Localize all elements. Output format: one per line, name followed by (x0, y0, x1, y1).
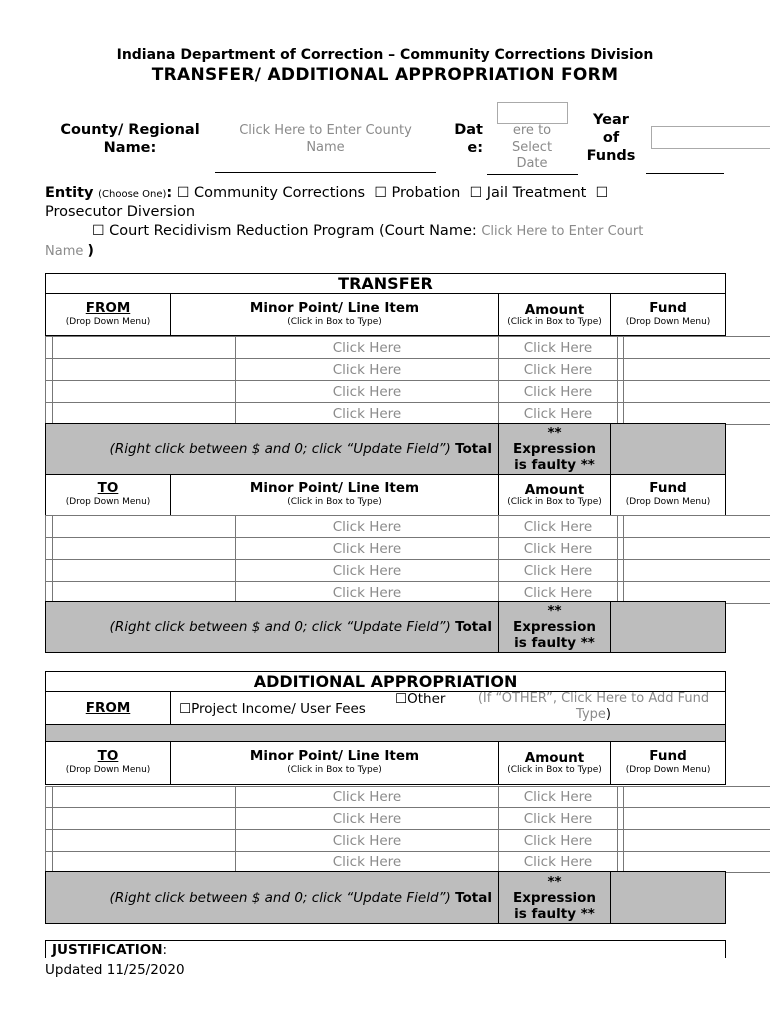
to-select[interactable] (53, 830, 236, 852)
amount-input[interactable]: Click Here (499, 337, 618, 359)
court-name-continued: Name ) (45, 243, 94, 259)
fund-select[interactable] (624, 787, 770, 808)
justification-label: JUSTIFICATION: (52, 942, 168, 958)
additional-title: ADDITIONAL APPROPRIATION (46, 672, 726, 692)
amount-input[interactable]: Click Here (499, 403, 618, 425)
additional-to-header[interactable]: TO (Drop Down Menu) (46, 742, 171, 785)
transfer-to-rows (45, 515, 770, 604)
minor-point-header: Minor Point/ Line Item (Click in Box to Type) (171, 475, 499, 516)
entity-court-row: ☐ Court Recidivism Reduction Program (Court Name: Click Here to Enter Court (92, 223, 644, 239)
entity-row: Entity (Choose One): ☐ Community Corrections ☐ Probation ☐ Jail Treatment ☐ (45, 185, 609, 201)
checkbox-community-corrections[interactable]: ☐ (176, 185, 190, 201)
date-underline (487, 174, 578, 175)
minor-input[interactable]: Click Here (236, 808, 499, 830)
fund-select[interactable] (624, 516, 770, 538)
minor-input[interactable]: Click Here (236, 381, 499, 403)
to-select[interactable] (53, 560, 236, 582)
amount-input[interactable]: Click Here (499, 830, 618, 852)
fund-select[interactable] (624, 560, 770, 582)
year-of-funds-label: Year of Funds (586, 112, 636, 164)
table-row (46, 403, 770, 425)
from-column-header[interactable]: FROM (Drop Down Menu) (46, 294, 171, 336)
total-field[interactable]: ** Expression is faulty ** (499, 872, 611, 924)
minor-point-header: Minor Point/ Line Item (Click in Box to Type) (171, 294, 499, 336)
court-name-input[interactable]: Click Here to Enter Court (481, 224, 644, 239)
entity-prosecutor-diversion-label: Prosecutor Diversion (45, 204, 196, 220)
amount-input[interactable]: Click Here (499, 516, 618, 538)
date-input[interactable]: ere to Select Date (511, 123, 553, 171)
fund-header[interactable]: Fund (Drop Down Menu) (611, 742, 726, 785)
date-label: Dat e: (454, 122, 483, 156)
from-select[interactable] (53, 403, 236, 425)
to-select[interactable] (53, 808, 236, 830)
project-income-option[interactable]: ☐Project Income/ User Fees (179, 701, 366, 717)
from-select[interactable] (53, 337, 236, 359)
fund-select[interactable] (624, 381, 770, 403)
to-column-header[interactable]: TO (Drop Down Menu) (46, 475, 171, 516)
minor-input[interactable]: Click Here (236, 538, 499, 560)
fund-select[interactable] (624, 852, 770, 873)
transfer-from-total: (Right click between $ and 0; click “Update Field”) Total ** Expression is faulty ** (45, 423, 726, 475)
fund-header[interactable]: Fund (Drop Down Menu) (611, 294, 726, 336)
checkbox-prosecutor-diversion[interactable]: ☐ (595, 185, 609, 201)
year-input[interactable] (651, 126, 770, 149)
minor-input[interactable]: Click Here (236, 337, 499, 359)
amount-input[interactable]: Click Here (499, 582, 618, 604)
minor-input[interactable]: Click Here (236, 582, 499, 604)
amount-header: Amount (Click in Box to Type) (499, 475, 611, 516)
minor-input[interactable]: Click Here (236, 516, 499, 538)
transfer-from-rows (45, 336, 770, 425)
minor-input[interactable]: Click Here (236, 560, 499, 582)
table-row (46, 830, 770, 852)
transfer-table (45, 273, 726, 336)
checkbox-probation[interactable]: ☐ (374, 185, 387, 201)
from-select[interactable] (53, 359, 236, 381)
other-fund-input[interactable]: (If “OTHER”, Click Here to Add Fund Type) (477, 691, 710, 722)
amount-input[interactable]: Click Here (499, 538, 618, 560)
fund-select[interactable] (624, 403, 770, 425)
table-row (46, 381, 770, 403)
fund-select[interactable] (624, 359, 770, 381)
amount-input[interactable]: Click Here (499, 560, 618, 582)
county-input[interactable]: Click Here to Enter County Name (239, 123, 412, 155)
amount-input[interactable]: Click Here (499, 381, 618, 403)
amount-input[interactable]: Click Here (499, 808, 618, 830)
transfer-to-total: (Right click between $ and 0; click “Update Field”) Total ** Expression is faulty ** (45, 601, 726, 653)
total-field[interactable]: ** Expression is faulty ** (499, 602, 611, 653)
from-select[interactable] (53, 381, 236, 403)
fund-select[interactable] (624, 337, 770, 359)
to-select[interactable] (53, 852, 236, 873)
table-row (46, 808, 770, 830)
date-box[interactable] (497, 102, 568, 124)
total-field[interactable]: ** Expression is faulty ** (499, 424, 611, 475)
table-row (46, 516, 770, 538)
amount-input[interactable]: Click Here (499, 852, 618, 873)
updated-date: Updated 11/25/2020 (45, 962, 185, 978)
year-underline (646, 173, 724, 174)
minor-point-header: Minor Point/ Line Item (Click in Box to Type) (171, 742, 499, 785)
amount-header: Amount (Click in Box to Type) (499, 294, 611, 336)
minor-input[interactable]: Click Here (236, 830, 499, 852)
minor-input[interactable]: Click Here (236, 403, 499, 425)
additional-from-label: FROM (46, 692, 171, 725)
amount-input[interactable]: Click Here (499, 787, 618, 808)
minor-input[interactable]: Click Here (236, 787, 499, 808)
fund-select[interactable] (624, 808, 770, 830)
minor-input[interactable]: Click Here (236, 852, 499, 873)
agency-name: Indiana Department of Correction – Community Corrections Division (116, 47, 654, 63)
additional-total: (Right click between $ and 0; click “Update Field”) Total ** Expression is faulty ** (45, 871, 726, 924)
amount-input[interactable]: Click Here (499, 359, 618, 381)
additional-to-rows (45, 786, 770, 873)
other-option[interactable]: ☐Other (395, 691, 446, 707)
table-row (46, 787, 770, 808)
to-select[interactable] (53, 787, 236, 808)
transfer-title: TRANSFER (46, 274, 726, 294)
table-row (46, 538, 770, 560)
form-title: TRANSFER/ ADDITIONAL APPROPRIATION FORM (151, 65, 619, 85)
justification-box[interactable] (45, 940, 726, 958)
county-underline (215, 172, 436, 173)
table-row (46, 359, 770, 381)
fund-header[interactable]: Fund (Drop Down Menu) (611, 475, 726, 516)
checkbox-court-recidivism[interactable]: ☐ (92, 223, 105, 239)
transfer-to-header (45, 474, 726, 516)
to-select[interactable] (53, 538, 236, 560)
table-row (46, 852, 770, 873)
county-label: County/ Regional Name: (60, 122, 200, 156)
minor-input[interactable]: Click Here (236, 359, 499, 381)
table-row (46, 337, 770, 359)
fund-select[interactable] (624, 830, 770, 852)
additional-appropriation-table (45, 671, 726, 785)
amount-header: Amount (Click in Box to Type) (499, 742, 611, 785)
table-row (46, 560, 770, 582)
to-select[interactable] (53, 516, 236, 538)
fund-select[interactable] (624, 538, 770, 560)
checkbox-jail-treatment[interactable]: ☐ (469, 185, 483, 201)
